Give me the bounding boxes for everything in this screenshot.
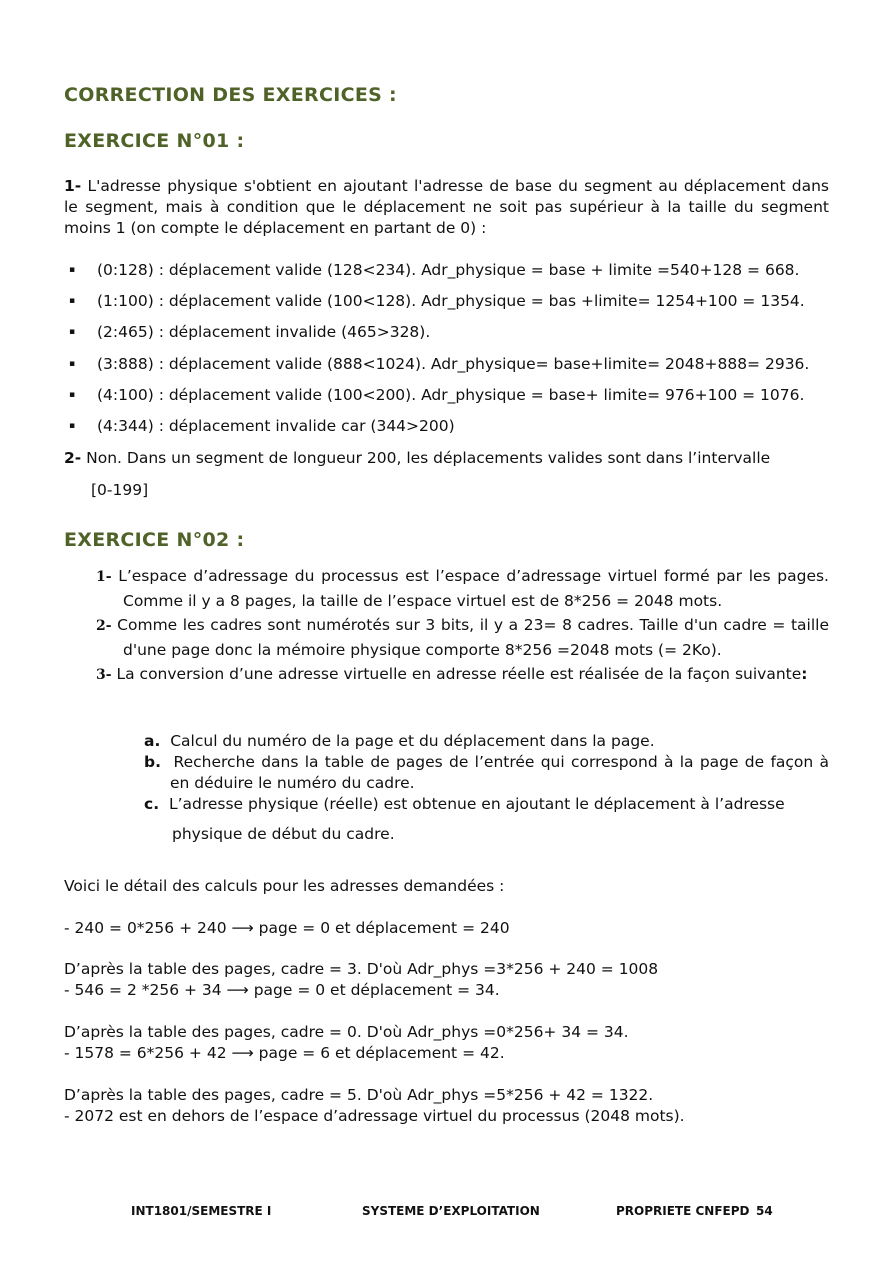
list-item	[96, 613, 829, 662]
calculation-line: - 2072 est en dehors de l’espace d’adressage virtuel du processus (2048 mots).	[64, 1107, 685, 1125]
footer-subject: SYSTEME D’EXPLOITATION	[362, 1204, 540, 1218]
list-continuation: physique de début du cadre.	[172, 825, 395, 843]
paragraph-number: 1-	[64, 177, 82, 195]
page-number: 54	[756, 1204, 773, 1218]
calculation-line: D’après la table des pages, cadre = 3. D'où Adr_phys =3*256 + 240 = 1008	[64, 960, 659, 978]
list-item-text: (3:888) : déplacement valide (888<1024). Adr_physique= base+limite= 2048+888= 2936.	[97, 355, 810, 373]
list-item-text: Recherche dans la table de pages de l’entrée qui correspond à la page de façon à en déduire le numéro du cadre.	[170, 753, 829, 792]
paragraph-text: Non. Dans un segment de longueur 200, les déplacements valides sont dans l’intervalle	[81, 449, 771, 467]
bullet-icon: ▪	[69, 327, 76, 337]
footer-course-code: INT1801/SEMESTRE I	[131, 1204, 272, 1218]
bullet-icon: ▪	[69, 265, 76, 275]
bullet-icon: ▪	[69, 421, 76, 431]
list-item-text: (4:344) : déplacement invalide car (344>200)	[97, 417, 455, 435]
list-letter: b.	[144, 753, 161, 771]
list-item-text: (2:465) : déplacement invalide (465>328).	[97, 323, 431, 341]
exercise-1-paragraph-1	[64, 176, 829, 239]
calculation-line: D’après la table des pages, cadre = 0. D'où Adr_phys =0*256+ 34 = 34.	[64, 1023, 629, 1041]
calculation-line: - 240 = 0*256 + 240 ⟶ page = 0 et déplacement = 240	[64, 919, 510, 937]
exercise-2-heading: EXERCICE N°02 :	[64, 529, 245, 551]
paragraph-text: L'adresse physique s'obtient en ajoutant l'adresse de base du segment au déplacement dans le segment, mais à condition que le déplacement ne soit pas supérieur à la taille du segment moins 1 (on compte le déplacement en partant de 0) :	[64, 177, 829, 237]
calculations-intro: Voici le détail des calculs pour les adresses demandées :	[64, 877, 505, 895]
list-letter: a.	[144, 732, 161, 750]
list-item-text: L’adresse physique (réelle) est obtenue en ajoutant le déplacement à l’adresse	[168, 795, 785, 813]
list-item-text: Calcul du numéro de la page et du déplacement dans la page.	[170, 732, 655, 750]
page-title: CORRECTION DES EXERCICES :	[64, 84, 397, 106]
list-item	[96, 564, 829, 613]
paragraph-number: 2-	[64, 449, 82, 467]
footer-owner: PROPRIETE CNFEPD	[616, 1204, 750, 1218]
list-item	[144, 794, 829, 815]
list-item	[144, 752, 829, 794]
list-item-colon: :	[801, 665, 808, 683]
list-item	[144, 731, 829, 752]
bullet-icon: ▪	[69, 390, 76, 400]
calculation-line: D’après la table des pages, cadre = 5. D'où Adr_phys =5*256 + 42 = 1322.	[64, 1086, 654, 1104]
bullet-icon: ▪	[69, 296, 76, 306]
list-number: 1-	[96, 569, 112, 585]
list-number: 3-	[96, 667, 112, 683]
list-item-text: L’espace d’adressage du processus est l’espace d’adressage virtuel formé par les pages. Comme il y a 8 pages, la taille de l’espace virtuel est de 8*256 = 2048 mots.	[111, 567, 829, 610]
exercise-1-paragraph-2	[64, 448, 829, 469]
list-item-text: La conversion d’une adresse virtuelle en adresse réelle est réalisée de la façon suivante	[111, 665, 802, 683]
list-item-text: (0:128) : déplacement valide (128<234). Adr_physique = base + limite =540+128 = 668.	[97, 261, 800, 279]
numbered-list	[96, 564, 829, 687]
calculation-line: - 546 = 2 *256 + 34 ⟶ page = 0 et déplacement = 34.	[64, 981, 500, 999]
list-item-text: Comme les cadres sont numérotés sur 3 bits, il y a 23= 8 cadres. Taille d'un cadre = taille d'une page donc la mémoire physique comporte 8*256 =2048 mots (= 2Ko).	[111, 616, 829, 659]
exercise-1-heading: EXERCICE N°01 :	[64, 130, 245, 152]
lettered-list	[144, 731, 829, 815]
calculation-line: - 1578 = 6*256 + 42 ⟶ page = 6 et déplacement = 42.	[64, 1044, 505, 1062]
paragraph-continuation: [0-199]	[91, 481, 149, 499]
list-item-text: (1:100) : déplacement valide (100<128). Adr_physique = bas +limite= 1254+100 = 1354.	[97, 292, 805, 310]
list-letter: c.	[144, 795, 160, 813]
bullet-icon: ▪	[69, 359, 76, 369]
list-number: 2-	[96, 618, 112, 634]
list-item-text: (4:100) : déplacement valide (100<200). Adr_physique = base+ limite= 976+100 = 1076.	[97, 386, 805, 404]
list-item	[96, 662, 829, 687]
